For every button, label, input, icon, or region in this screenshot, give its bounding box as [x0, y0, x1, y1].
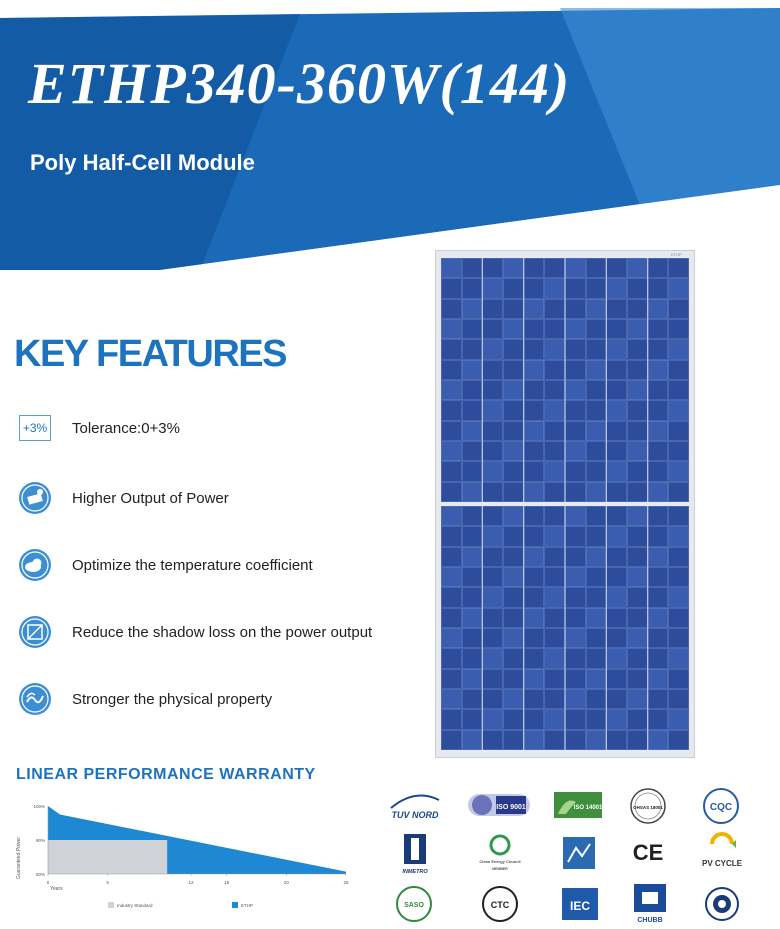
legend-label-ethp: ETHP — [241, 903, 254, 908]
ce-mark-logo: CE — [632, 840, 664, 865]
feature-physical — [18, 681, 272, 717]
tolerance-badge: +3% — [19, 415, 51, 441]
svg-text:CTC: CTC — [490, 900, 510, 910]
round-seal-logo — [704, 886, 740, 922]
iec-logo — [560, 886, 600, 922]
legend-swatch-industry — [108, 902, 114, 908]
shadow-reduction-icon — [18, 615, 52, 649]
x-tick-label: 12 — [188, 880, 194, 885]
clean-energy-council-logo — [472, 832, 528, 876]
svg-text:PV CYCLE: PV CYCLE — [701, 859, 743, 868]
feature-label: Reduce the shadow loss on the power output — [72, 623, 373, 641]
x-tick-label: 20 — [283, 880, 289, 885]
ohsas-18001-logo — [628, 786, 668, 826]
warranty-ylabel: Guaranteed Power — [16, 837, 22, 879]
svg-text:OHSAS 18001: OHSAS 18001 — [633, 805, 663, 810]
page-subtitle: Poly Half-Cell Module — [30, 150, 255, 175]
feature-label: Higher Output of Power — [72, 489, 229, 507]
svg-text:Clean Energy Council: Clean Energy Council — [479, 859, 521, 864]
feature-temperature — [18, 547, 313, 583]
tuv-nord-logo — [385, 790, 445, 824]
x-tick-label: 5 — [106, 880, 109, 885]
feature-shadow — [18, 614, 372, 650]
certifications-grid — [380, 780, 780, 929]
page-title: ETHP340-360W(144) — [28, 51, 571, 116]
svg-text:ISO 14001: ISO 14001 — [573, 805, 603, 811]
temperature-cloud-icon — [18, 548, 52, 582]
header-banner — [0, 0, 780, 270]
percent-badge-icon — [18, 411, 52, 445]
svg-text:TUV NORD: TUV NORD — [391, 810, 439, 820]
legend-swatch-ethp — [232, 902, 238, 908]
warranty-xlabel: Years — [50, 886, 63, 892]
warranty-chart — [14, 798, 354, 923]
y-tick-label: 100% — [33, 804, 45, 809]
cqc-logo — [700, 786, 742, 826]
iso-14001-logo — [552, 788, 604, 822]
header-shapes — [0, 0, 780, 270]
warranty-title: LINEAR PERFORMANCE WARRANTY — [16, 766, 316, 783]
feature-tolerance — [18, 410, 180, 446]
y-tick-label: 80% — [35, 872, 45, 877]
inmetro-logo — [392, 832, 438, 876]
solar-sun-icon — [18, 481, 52, 515]
svg-text:ISO 9001: ISO 9001 — [496, 804, 526, 811]
svg-text:CQC: CQC — [709, 802, 733, 813]
physical-strength-icon — [18, 682, 52, 716]
ctc-logo — [480, 884, 520, 924]
svg-text:IEC: IEC — [569, 899, 591, 913]
solar-panel-graphic — [435, 250, 695, 758]
feature-label: Stronger the physical property — [72, 690, 273, 708]
bis-logo — [562, 836, 596, 870]
x-tick-label: 0 — [46, 880, 50, 885]
solar-panel-image — [435, 250, 695, 758]
svg-text:CHUBB: CHUBB — [637, 917, 663, 924]
x-tick-label: 15 — [224, 880, 230, 885]
y-tick-label: 90% — [35, 838, 45, 843]
chubb-logo — [628, 882, 672, 926]
legend-label-industry: Industry Standard — [117, 903, 153, 908]
key-features-title: KEY FEATURES — [14, 333, 286, 375]
feature-output — [18, 480, 229, 516]
panel-brand-mark: ETHP — [671, 252, 682, 257]
saso-logo — [394, 884, 434, 924]
warranty-chart-svg — [14, 798, 354, 918]
feature-label: Tolerance:0+3% — [72, 419, 180, 437]
svg-text:MEMBER: MEMBER — [492, 867, 508, 871]
pv-cycle-logo — [692, 830, 752, 874]
feature-label: Optimize the temperature coefficient — [72, 556, 313, 574]
iso-9001-logo — [466, 788, 532, 822]
svg-text:INMETRO: INMETRO — [402, 869, 428, 875]
svg-text:SASO: SASO — [404, 902, 424, 909]
x-tick-label: 25 — [343, 880, 349, 885]
